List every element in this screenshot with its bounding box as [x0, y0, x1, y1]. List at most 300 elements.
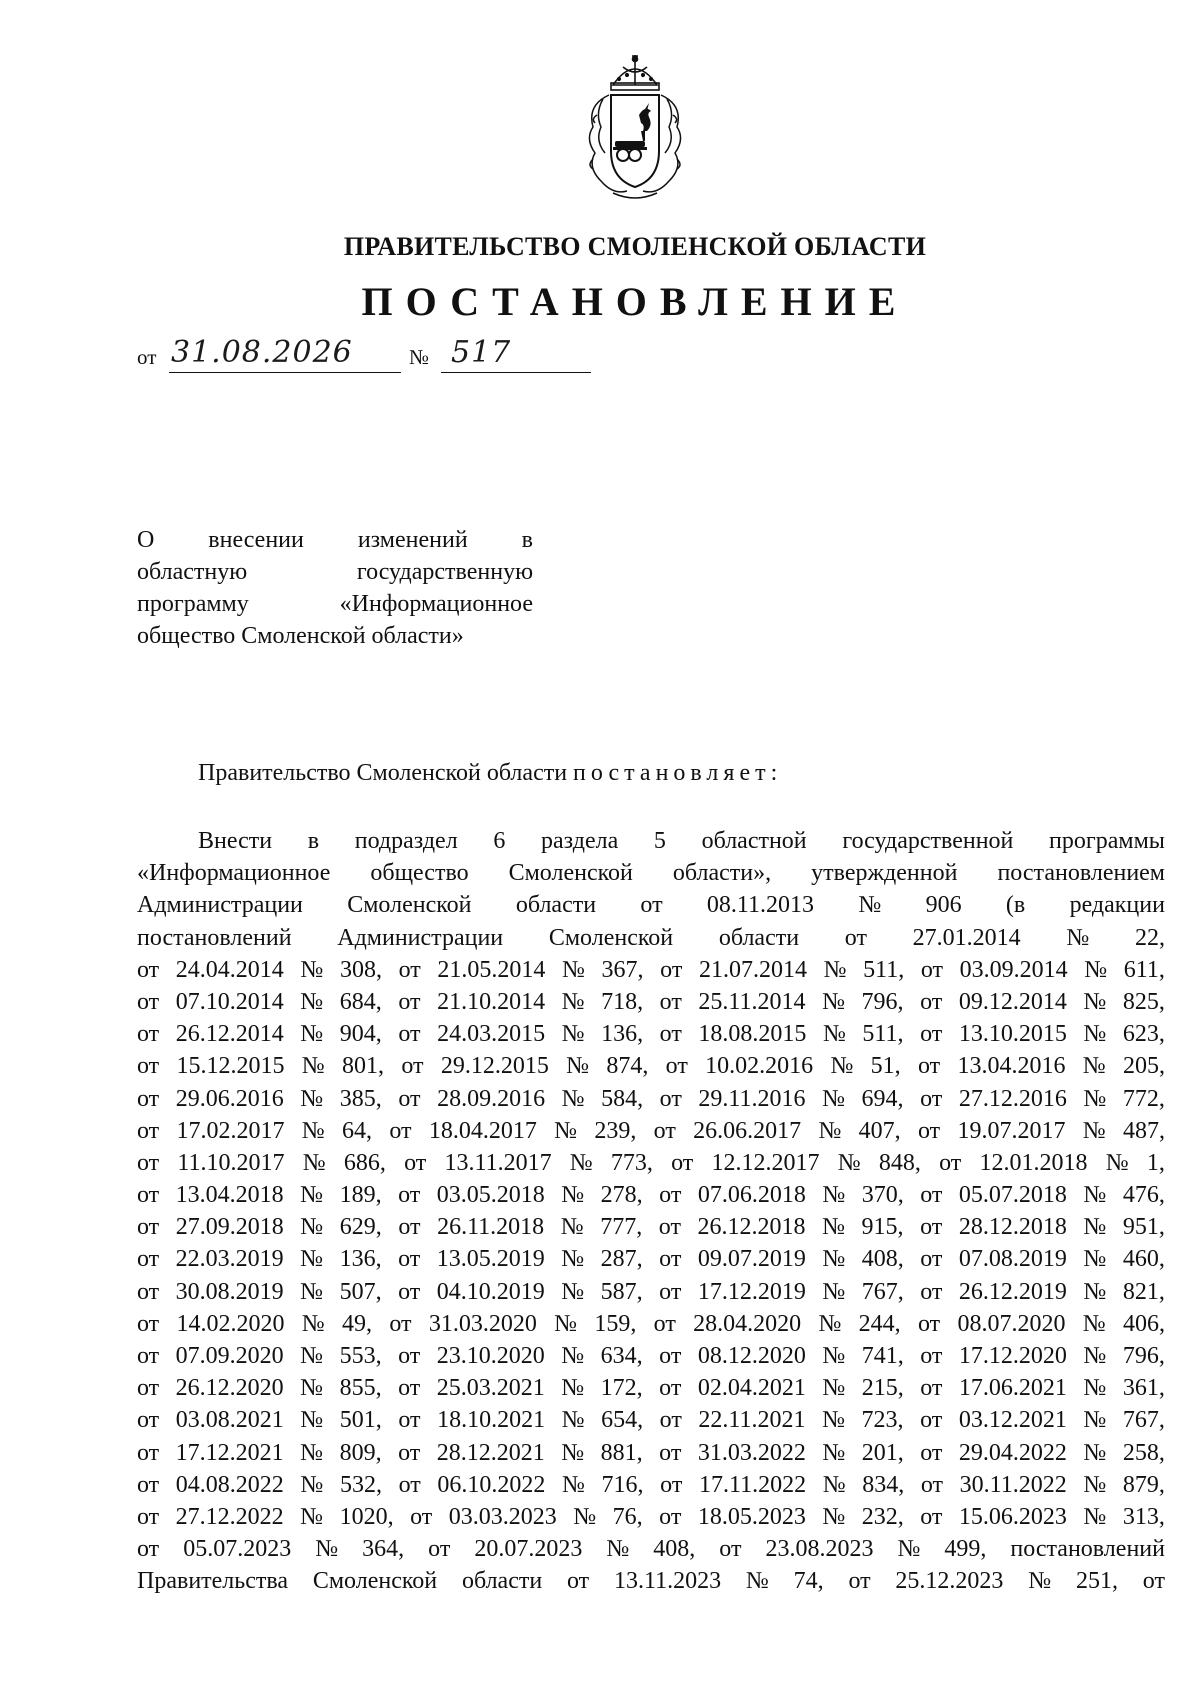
- body-line: [137, 1050, 1165, 1082]
- body-word: 741,: [861, 1343, 904, 1369]
- body-word: 17.12.2019: [697, 1278, 806, 1305]
- body-word: 623,: [1122, 1021, 1165, 1048]
- body-line: [137, 857, 1165, 889]
- body-word: 28.12.2018: [958, 1214, 1067, 1241]
- body-word: от: [137, 1117, 160, 1144]
- body-word: 370,: [861, 1182, 904, 1209]
- body-word: №: [897, 1536, 921, 1563]
- body-word: от: [137, 1407, 160, 1434]
- body-word: 499,: [944, 1536, 987, 1563]
- subject-word: общество Смоленской области»: [137, 623, 464, 649]
- body-word: №: [561, 1278, 585, 1305]
- body-word: от: [137, 988, 160, 1015]
- body-word: 511,: [862, 1021, 904, 1048]
- body-word: 716,: [601, 1471, 644, 1498]
- body-word: 13.04.2018: [175, 1182, 284, 1209]
- body-word: №: [301, 1310, 325, 1337]
- body-word: от: [660, 1471, 683, 1498]
- body-word: 30.11.2022: [959, 1471, 1067, 1498]
- body-line: [137, 1115, 1165, 1147]
- body-line: [137, 1565, 1165, 1597]
- body-word: области»,: [672, 860, 772, 887]
- body-word: 487,: [1123, 1117, 1165, 1144]
- smolensk-coat-of-arms-icon: [583, 55, 687, 203]
- body-word: 22,: [1134, 924, 1165, 951]
- body-word: области: [461, 1568, 543, 1595]
- body-line: [137, 1308, 1165, 1340]
- body-word: общество: [370, 860, 469, 887]
- body-word: 848,: [878, 1149, 921, 1176]
- body-word: Смоленской: [508, 860, 633, 887]
- body-word: №: [561, 988, 585, 1015]
- body-word: 159,: [594, 1310, 637, 1337]
- subject-word: «Информационное: [339, 591, 533, 617]
- body-word: 460,: [1122, 1246, 1165, 1273]
- body-line: [137, 825, 1165, 857]
- body-word: от: [659, 1343, 682, 1369]
- body-word: от: [1142, 1568, 1165, 1595]
- body-word: 915,: [861, 1214, 904, 1241]
- body-word: утвержденной: [811, 860, 958, 887]
- body-word: Администрации: [137, 892, 303, 919]
- body-word: 136,: [601, 1021, 644, 1048]
- body-word: 796,: [1122, 1343, 1165, 1369]
- body-word: №: [818, 1310, 842, 1337]
- body-word: №: [822, 1021, 846, 1048]
- body-word: (в: [1005, 892, 1026, 919]
- body-word: 21.07.2014: [698, 956, 807, 983]
- body-word: от: [137, 1246, 160, 1273]
- body-word: №: [300, 1343, 324, 1369]
- body-word: от: [398, 1214, 421, 1241]
- body-word: от: [660, 956, 683, 983]
- body-word: от: [719, 1536, 742, 1563]
- body-word: от: [137, 1214, 160, 1241]
- body-word: от: [659, 1021, 682, 1048]
- body-word: 29.12.2015: [440, 1053, 549, 1080]
- body-word: от: [137, 1343, 160, 1369]
- body-word: от: [659, 988, 682, 1015]
- body-word: №: [562, 1471, 585, 1498]
- body-word: от: [659, 1439, 682, 1466]
- body-word: от: [653, 1310, 676, 1337]
- body-line: [137, 1018, 1165, 1050]
- body-word: №: [300, 1085, 324, 1112]
- body-word: 834,: [862, 1471, 905, 1498]
- body-word: постановлением: [997, 860, 1165, 887]
- body-word: 777,: [600, 1214, 643, 1241]
- body-word: программы: [1049, 828, 1165, 854]
- body-word: «Информационное: [137, 860, 331, 887]
- body-word: 13.05.2019: [436, 1246, 545, 1273]
- body-word: от: [398, 1085, 421, 1112]
- body-word: 507,: [339, 1278, 382, 1305]
- body-word: №: [1083, 1246, 1107, 1273]
- body-word: от: [398, 1182, 421, 1209]
- body-word: 26.12.2019: [958, 1278, 1067, 1305]
- body-word: 951,: [1122, 1214, 1165, 1241]
- body-word: 904,: [339, 1021, 382, 1048]
- body-word: 30.08.2019: [175, 1278, 284, 1305]
- body-line: [137, 1501, 1165, 1533]
- body-word: от: [137, 1503, 160, 1530]
- body-word: от: [920, 1085, 943, 1112]
- body-word: 74,: [793, 1568, 824, 1595]
- body-word: №: [822, 1278, 846, 1305]
- body-word: от: [567, 1568, 590, 1595]
- body-word: 26.12.2014: [175, 1021, 284, 1048]
- body-word: №: [561, 1246, 585, 1273]
- body-word: от: [659, 1085, 682, 1112]
- body-word: 07.09.2020: [175, 1343, 284, 1369]
- body-word: №: [822, 1503, 846, 1530]
- body-word: 408,: [861, 1246, 904, 1273]
- body-word: от: [398, 1021, 421, 1048]
- subject-word: государственную: [356, 559, 533, 585]
- body-word: области: [515, 892, 597, 919]
- body-word: от: [137, 1310, 160, 1337]
- body-word: №: [566, 1053, 590, 1080]
- body-line: [137, 1147, 1165, 1179]
- body-word: 232,: [861, 1503, 904, 1530]
- handwritten-number: 517: [451, 335, 512, 370]
- body-word: редакции: [1069, 892, 1165, 919]
- body-word: №: [300, 1021, 324, 1048]
- body-word: 205,: [1123, 1053, 1165, 1080]
- body-word: №: [822, 1407, 845, 1434]
- body-word: постановлений: [1010, 1536, 1165, 1563]
- body-word: 881,: [600, 1439, 643, 1466]
- body-word: №: [1083, 1085, 1107, 1112]
- body-word: от: [917, 1053, 941, 1080]
- body-word: 04.08.2022: [175, 1471, 284, 1498]
- body-word: постановлений: [137, 924, 292, 951]
- body-word: от: [659, 1246, 682, 1273]
- body-word: №: [1082, 1053, 1106, 1080]
- body-word: от: [920, 1246, 943, 1273]
- body-word: от: [920, 1182, 943, 1209]
- body-word: 855,: [339, 1375, 382, 1402]
- body-word: 03.03.2023: [448, 1503, 557, 1530]
- body-word: 22.03.2019: [175, 1246, 284, 1273]
- body-word: 03.09.2014: [959, 956, 1068, 983]
- body-word: №: [1083, 1439, 1107, 1466]
- body-line: [137, 889, 1165, 921]
- body-word: 07.06.2018: [697, 1182, 806, 1209]
- body-word: 361,: [1122, 1375, 1165, 1402]
- body-word: от: [389, 1310, 412, 1337]
- body-word: от: [671, 1149, 694, 1176]
- body-word: 201,: [861, 1439, 904, 1466]
- body-word: №: [1083, 988, 1107, 1015]
- body-word: 825,: [1122, 988, 1165, 1015]
- body-word: от: [137, 1439, 160, 1466]
- body-word: 25.11.2014: [698, 988, 806, 1015]
- date-number-line: [137, 336, 597, 376]
- body-word: №: [300, 1278, 324, 1305]
- body-word: 08.11.2013: [706, 892, 815, 919]
- body-word: 258,: [1122, 1439, 1165, 1466]
- subject-word: изменений: [357, 527, 468, 553]
- body-word: 408,: [653, 1536, 696, 1563]
- body-word: 17.06.2021: [958, 1375, 1067, 1402]
- subject-line: [137, 556, 533, 588]
- body-word: 18.05.2023: [697, 1503, 806, 1530]
- body-word: от: [398, 1439, 421, 1466]
- subject-line: [137, 620, 533, 652]
- body-word: №: [300, 1439, 324, 1466]
- body-word: №: [1084, 956, 1108, 983]
- subject-word: в: [521, 527, 533, 553]
- body-word: 28.12.2021: [436, 1439, 545, 1466]
- body-word: 172,: [600, 1375, 643, 1402]
- body-word: от: [410, 1503, 433, 1530]
- body-word: 767,: [861, 1278, 904, 1305]
- body-word: 64,: [342, 1117, 373, 1144]
- body-word: 1,: [1146, 1149, 1165, 1176]
- body-word: 723,: [861, 1407, 904, 1434]
- body-word: 18.04.2017: [428, 1117, 537, 1144]
- body-word: 29.04.2022: [958, 1439, 1067, 1466]
- body-word: от: [398, 1375, 421, 1402]
- body-word: от: [939, 1149, 962, 1176]
- body-word: от: [920, 1439, 943, 1466]
- body-word: 26.11.2018: [437, 1214, 545, 1241]
- subject-word: О: [137, 527, 155, 553]
- body-word: от: [401, 1053, 424, 1080]
- body-word: №: [1028, 1568, 1052, 1595]
- document-type: ПОСТАНОВЛЕНИЕ: [361, 279, 909, 324]
- body-word: №: [1083, 1343, 1107, 1369]
- body-word: №: [561, 1407, 585, 1434]
- body-word: от: [659, 1503, 682, 1530]
- body-word: 587,: [600, 1278, 643, 1305]
- body-word: 287,: [600, 1246, 643, 1273]
- body-word: 5: [653, 828, 666, 854]
- body-word: от: [920, 1278, 943, 1305]
- body-word: Правительства: [137, 1568, 289, 1595]
- body-word: 23.10.2020: [436, 1343, 545, 1369]
- body-word: от: [137, 956, 160, 983]
- body-line: [137, 922, 1165, 954]
- body-word: №: [561, 1439, 585, 1466]
- body-word: 09.12.2014: [958, 988, 1067, 1015]
- body-word: 6: [493, 828, 506, 854]
- body-word: от: [665, 1053, 688, 1080]
- body-word: от: [398, 988, 421, 1015]
- body-word: от: [137, 1182, 160, 1209]
- body-word: 189,: [339, 1182, 382, 1209]
- body-word: №: [1105, 1149, 1129, 1176]
- body-word: от: [398, 1278, 421, 1305]
- body-word: от: [137, 1471, 160, 1498]
- body-word: от: [640, 892, 663, 919]
- handwritten-date: 31.08.2026: [171, 335, 353, 370]
- body-word: 476,: [1122, 1182, 1165, 1209]
- body-word: 772,: [1122, 1085, 1165, 1112]
- number-field: [441, 336, 591, 373]
- body-word: №: [818, 1117, 842, 1144]
- body-word: №: [745, 1568, 769, 1595]
- subject-word: областную: [137, 559, 248, 585]
- body-word: 03.05.2018: [436, 1182, 545, 1209]
- body-word: 17.12.2020: [958, 1343, 1067, 1369]
- number-label: №: [409, 345, 430, 369]
- body-line: [137, 1533, 1165, 1565]
- body-word: от: [137, 1536, 160, 1563]
- body-word: от: [920, 1471, 944, 1498]
- body-word: от: [137, 1278, 160, 1305]
- body-word: 07.08.2019: [958, 1246, 1067, 1273]
- body-word: от: [389, 1117, 412, 1144]
- body-word: от: [137, 1021, 160, 1048]
- body-word: 17.02.2017: [176, 1117, 285, 1144]
- body-word: 385,: [339, 1085, 382, 1112]
- body-word: 49,: [342, 1310, 373, 1337]
- body-word: 879,: [1122, 1471, 1165, 1498]
- body-word: от: [920, 1343, 943, 1369]
- body-word: №: [1083, 1278, 1107, 1305]
- body-word: №: [562, 956, 585, 983]
- body-word: от: [920, 988, 943, 1015]
- body-word: 874,: [606, 1053, 649, 1080]
- body-word: №: [822, 1246, 846, 1273]
- body-word: №: [1066, 924, 1090, 951]
- body-word: №: [823, 956, 847, 983]
- body-word: 239,: [594, 1117, 637, 1144]
- body-word: 11.10.2017: [177, 1149, 285, 1176]
- body-word: 686,: [343, 1149, 386, 1176]
- body-word: №: [300, 1375, 324, 1402]
- body-word: 13.10.2015: [958, 1021, 1067, 1048]
- body-word: раздела: [541, 828, 619, 854]
- body-word: №: [822, 988, 845, 1015]
- body-line: [137, 986, 1165, 1018]
- body-word: 28.04.2020: [693, 1310, 802, 1337]
- body-word: от: [920, 956, 944, 983]
- body-word: №: [1083, 1375, 1107, 1402]
- body-word: 05.07.2023: [183, 1536, 292, 1563]
- date-field: [169, 336, 401, 373]
- body-word: от: [920, 1021, 943, 1048]
- body-word: 654,: [601, 1407, 644, 1434]
- body-word: 29.11.2016: [698, 1085, 806, 1112]
- body-word: №: [300, 1246, 324, 1273]
- body-word: №: [560, 1214, 584, 1241]
- body-word: 278,: [600, 1182, 643, 1209]
- body-word: №: [822, 1182, 846, 1209]
- body-word: Администрации: [337, 924, 504, 951]
- body-word: 553,: [339, 1343, 382, 1369]
- body-word: 13.11.2023: [613, 1568, 722, 1595]
- body-word: №: [822, 1343, 846, 1369]
- body-word: 03.12.2021: [958, 1407, 1067, 1434]
- government-title: ПРАВИТЕЛЬСТВО СМОЛЕНСКОЙ ОБЛАСТИ: [343, 232, 927, 261]
- body-word: №: [1083, 1471, 1107, 1498]
- body-word: 501,: [339, 1407, 382, 1434]
- body-word: 21.05.2014: [437, 956, 546, 983]
- body-word: 23.08.2023: [765, 1536, 874, 1563]
- body-word: от: [844, 924, 867, 951]
- subject-word: программу: [137, 591, 249, 617]
- body-word: от: [659, 1407, 682, 1434]
- body-word: от: [398, 1246, 421, 1273]
- body-word: 08.12.2020: [697, 1343, 806, 1369]
- body-line: [137, 1276, 1165, 1308]
- body-word: 215,: [861, 1375, 904, 1402]
- body-word: №: [561, 1021, 585, 1048]
- body-word: №: [315, 1536, 339, 1563]
- body-word: 364,: [362, 1536, 405, 1563]
- body-word: 51,: [870, 1053, 901, 1080]
- body-word: от: [920, 1214, 943, 1241]
- body-word: №: [837, 1149, 861, 1176]
- subject-line: [137, 524, 533, 556]
- body-word: 31.03.2020: [428, 1310, 537, 1337]
- body-word: 26.06.2017: [693, 1117, 802, 1144]
- body-word: 02.04.2021: [697, 1375, 806, 1402]
- body-word: №: [1083, 1503, 1107, 1530]
- body-word: №: [561, 1085, 585, 1112]
- body-word: №: [300, 1407, 324, 1434]
- body-word: 809,: [339, 1439, 382, 1466]
- body-word: от: [404, 1149, 427, 1176]
- body-word: 27.01.2014: [912, 924, 1021, 951]
- body-word: 308,: [339, 956, 382, 983]
- body-word: 13.11.2017: [444, 1149, 552, 1176]
- body-word: №: [822, 1214, 845, 1241]
- body-word: 801,: [342, 1053, 385, 1080]
- body-word: 17.11.2022: [698, 1471, 807, 1498]
- body-word: 21.10.2014: [437, 988, 546, 1015]
- body-line: [137, 1437, 1165, 1469]
- body-word: №: [1082, 1117, 1106, 1144]
- body-word: №: [300, 988, 324, 1015]
- body-word: 796,: [861, 988, 904, 1015]
- body-word: от: [653, 1117, 676, 1144]
- decree-lead: Правительство Смоленской области: [198, 760, 568, 786]
- body-word: 584,: [601, 1085, 644, 1112]
- body-word: №: [301, 1053, 325, 1080]
- body-word: от: [920, 1503, 943, 1530]
- body-word: 25.12.2023: [895, 1568, 1004, 1595]
- body-word: 26.12.2018: [697, 1214, 806, 1241]
- body-word: 10.02.2016: [705, 1053, 814, 1080]
- body-word: №: [300, 956, 324, 983]
- body-word: 1020,: [339, 1503, 394, 1530]
- body-word: №: [573, 1503, 597, 1530]
- body-word: 07.10.2014: [175, 988, 284, 1015]
- body-word: 13.04.2016: [957, 1053, 1066, 1080]
- body-word: Смоленской: [312, 1568, 438, 1595]
- body-word: №: [561, 1375, 585, 1402]
- body-word: Смоленской: [347, 892, 472, 919]
- body-word: в: [307, 828, 320, 854]
- body-line: [137, 1469, 1165, 1501]
- body-word: 28.09.2016: [437, 1085, 546, 1112]
- body-word: №: [569, 1149, 593, 1176]
- body-word: 12.12.2017: [711, 1149, 820, 1176]
- body-word: 06.10.2022: [437, 1471, 546, 1498]
- body-word: 17.12.2021: [175, 1439, 284, 1466]
- body-word: от: [137, 1053, 160, 1080]
- body-word: государственной: [842, 828, 1014, 854]
- body-word: №: [822, 1439, 846, 1466]
- body-word: 05.07.2018: [958, 1182, 1067, 1209]
- body-word: 767,: [1122, 1407, 1165, 1434]
- body-word: областной: [701, 828, 807, 854]
- body-word: от: [398, 1471, 421, 1498]
